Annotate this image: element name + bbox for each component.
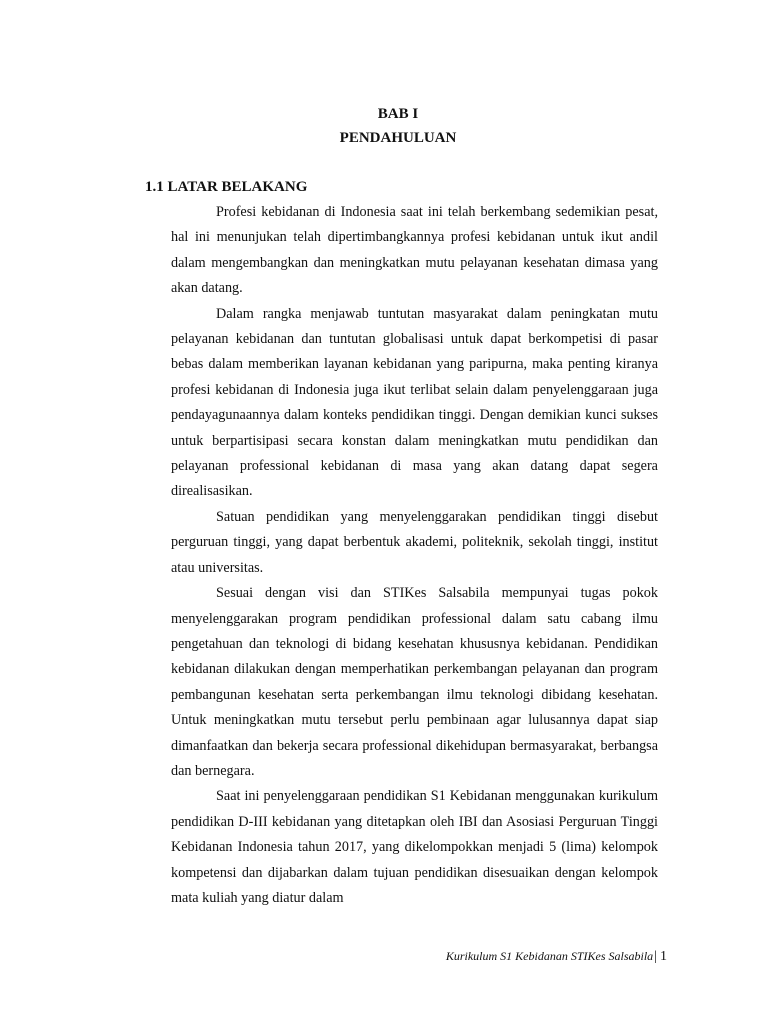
chapter-number: BAB I: [377, 106, 419, 122]
footer-separator: |: [654, 949, 657, 964]
page-number: 1: [660, 949, 667, 964]
paragraph: Profesi kebidanan di Indonesia saat ini telah berkembang sedemikian pesat, hal ini menunjukan telah dipertimbangkannya profesi kebidanan untuk ikut andil dalam mengembangkan dan meningkatkan mutu pelayanan kesehatan dimasa yang akan datang.: [171, 204, 658, 297]
paragraph: Dalam rangka menjawab tuntutan masyarakat dalam peningkatan mutu pelayanan kebidanan dan tuntutan globalisasi untuk dapat berkompetisi di pasar bebas dalam memberikan layanan kebidanan yang paripurna, maka penting kiranya profesi kebidanan di Indonesia juga ikut terlibat selain dalam penyelenggaraan juga pendayagunaannya dalam konteks pendidikan tinggi. Dengan demikian kunci sukses untuk berpartisipasi secara konstan dalam meningkatkan mutu pendidikan dan pelayanan professional kebidanan di masa yang akan datang dapat segera direalisasikan.: [171, 305, 658, 500]
paragraph: Sesuai dengan visi dan STIKes Salsabila mempunyai tugas pokok menyelenggarakan program pendidikan professional dalam satu cabang ilmu pengetahuan dan teknologi di bidang kesehatan khususnya kebidanan. Pendidikan kebidanan dilakukan dengan memperhatikan perkembangan pelayanan dan program pembangunan kesehatan serta perkembangan ilmu teknologi dibidang kesehatan. Untuk meningkatkan mutu tersebut perlu pembinaan agar lulusannya dapat siap dimanfaatkan dan bekerja secara professional dikehidupan bermasyarakat, berbangsa dan bernegara.: [171, 585, 658, 779]
footer-title: Kurikulum S1 Kebidanan STIKes Salsabila: [445, 949, 654, 963]
paragraph: Saat ini penyelenggaraan pendidikan S1 Kebidanan menggunakan kurikulum pendidikan D-III kebidanan yang ditetapkan oleh IBI dan Asosiasi Perguruan Tinggi Kebidanan Indonesia tahun 2017, yang dikelompokkan menjadi 5 (lima) kelompok kompetensi dan dijabarkan dalam tujuan pendidikan disesuaikan dengan kelompok mata kuliah yang diatur dalam: [171, 788, 658, 906]
section-heading: 1.1 LATAR BELAKANG: [145, 179, 308, 195]
page-footer: [446, 947, 667, 966]
paragraph: Satuan pendidikan yang menyelenggarakan pendidikan tinggi disebut perguruan tinggi, yang dapat berbentuk akademi, politeknik, sekolah tinggi, institut atau universitas.: [171, 508, 658, 576]
chapter-title: PENDAHULUAN: [339, 130, 457, 146]
body-text: [171, 200, 658, 911]
